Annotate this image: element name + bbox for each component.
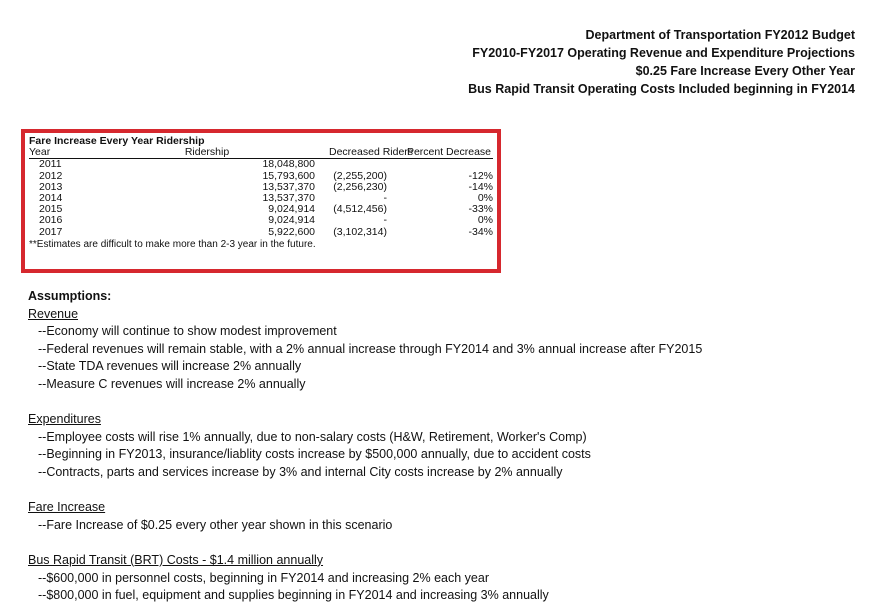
cell-decreased: - [383, 192, 387, 205]
list-item: --Economy will continue to show modest improvement [38, 324, 337, 339]
cell-percent [401, 159, 493, 171]
cell-percent: 0% [477, 192, 493, 205]
table-row [29, 193, 493, 204]
cell-decreased: (4,512,456) [333, 203, 387, 216]
cell-ridership: 13,537,370 [262, 192, 315, 205]
list-item: --Employee costs will rise 1% annually, due to non-salary costs (H&W, Retirement, Worker's Comp) [38, 429, 587, 444]
cell-year: 2014 [39, 192, 63, 205]
table-header-row [29, 147, 493, 159]
table-row [29, 159, 493, 171]
cell-percent: -33% [468, 203, 493, 216]
cell-percent: -34% [468, 225, 493, 238]
section-spacer [28, 394, 878, 412]
col-header-decreased: Decreased Riders [329, 146, 414, 159]
list-item: --Fare Increase of $0.25 every other year shown in this scenario [38, 517, 393, 532]
list-item: --Measure C revenues will increase 2% annually [38, 376, 306, 391]
list-item: --State TDA revenues will increase 2% annually [38, 359, 302, 374]
header-scenario: $0.25 Fare Increase Every Other Year [635, 64, 855, 78]
cell-year: 2016 [39, 214, 63, 227]
section-spacer [28, 482, 878, 500]
assumptions-section [28, 288, 878, 605]
header-brt-note: Bus Rapid Transit Operating Costs Included beginning in FY2014 [468, 82, 855, 96]
cell-percent: 0% [477, 214, 493, 227]
table-row [29, 227, 493, 238]
cell-ridership: 15,793,600 [262, 169, 315, 182]
revenue-heading: Revenue [28, 306, 79, 321]
cell-year: 2013 [39, 180, 63, 193]
table-row [29, 182, 493, 193]
list-item: --$800,000 in fuel, equipment and supplies beginning in FY2014 and increasing 3% annually [38, 588, 549, 603]
fare-increase-heading: Fare Increase [28, 500, 106, 515]
col-header-ridership: Ridership [133, 147, 329, 159]
ridership-table-title: Fare Increase Every Year Ridership [29, 135, 205, 147]
cell-ridership: 18,048,800 [262, 158, 315, 171]
ridership-table [29, 147, 493, 238]
header-subtitle: FY2010-FY2017 Operating Revenue and Expenditure Projections [472, 46, 855, 60]
cell-decreased: (3,102,314) [333, 225, 387, 238]
cell-decreased [329, 159, 401, 171]
cell-ridership: 5,922,600 [268, 225, 315, 238]
expenditures-heading: Expenditures [28, 412, 101, 427]
document-header [355, 26, 855, 98]
cell-percent: -12% [468, 169, 493, 182]
cell-year: 2012 [39, 169, 63, 182]
table-row [29, 215, 493, 226]
header-title: Department of Transportation FY2012 Budget [585, 28, 855, 42]
list-item: --Federal revenues will remain stable, with a 2% annual increase through FY2014 and 3% annual increase after FY2015 [38, 341, 703, 356]
section-spacer [28, 534, 878, 552]
cell-ridership: 9,024,914 [268, 214, 315, 227]
cell-decreased: (2,256,230) [333, 180, 387, 193]
cell-ridership: 13,537,370 [262, 180, 315, 193]
brt-heading: Bus Rapid Transit (BRT) Costs - $1.4 million annually [28, 552, 324, 567]
cell-decreased: (2,255,200) [333, 169, 387, 182]
col-header-percent: Percent Decrease [401, 147, 493, 159]
list-item: --Contracts, parts and services increase by 3% and internal City costs increase by 2% annually [38, 464, 563, 479]
assumptions-title: Assumptions: [28, 289, 112, 303]
ridership-table-box [21, 129, 501, 273]
table-row [29, 204, 493, 215]
cell-year: 2017 [39, 225, 63, 238]
cell-percent: -14% [468, 180, 493, 193]
cell-year: 2015 [39, 203, 63, 216]
table-row [29, 171, 493, 182]
col-header-year: Year [29, 147, 133, 159]
list-item: --$600,000 in personnel costs, beginning in FY2014 and increasing 2% each year [38, 570, 489, 585]
cell-year: 2011 [39, 158, 62, 171]
cell-ridership: 9,024,914 [268, 203, 315, 216]
cell-decreased: - [383, 214, 387, 227]
list-item: --Beginning in FY2013, insurance/liablity costs increase by $500,000 annually, due to accident costs [38, 447, 591, 462]
table-footnote: **Estimates are difficult to make more than 2-3 year in the future. [29, 238, 316, 250]
